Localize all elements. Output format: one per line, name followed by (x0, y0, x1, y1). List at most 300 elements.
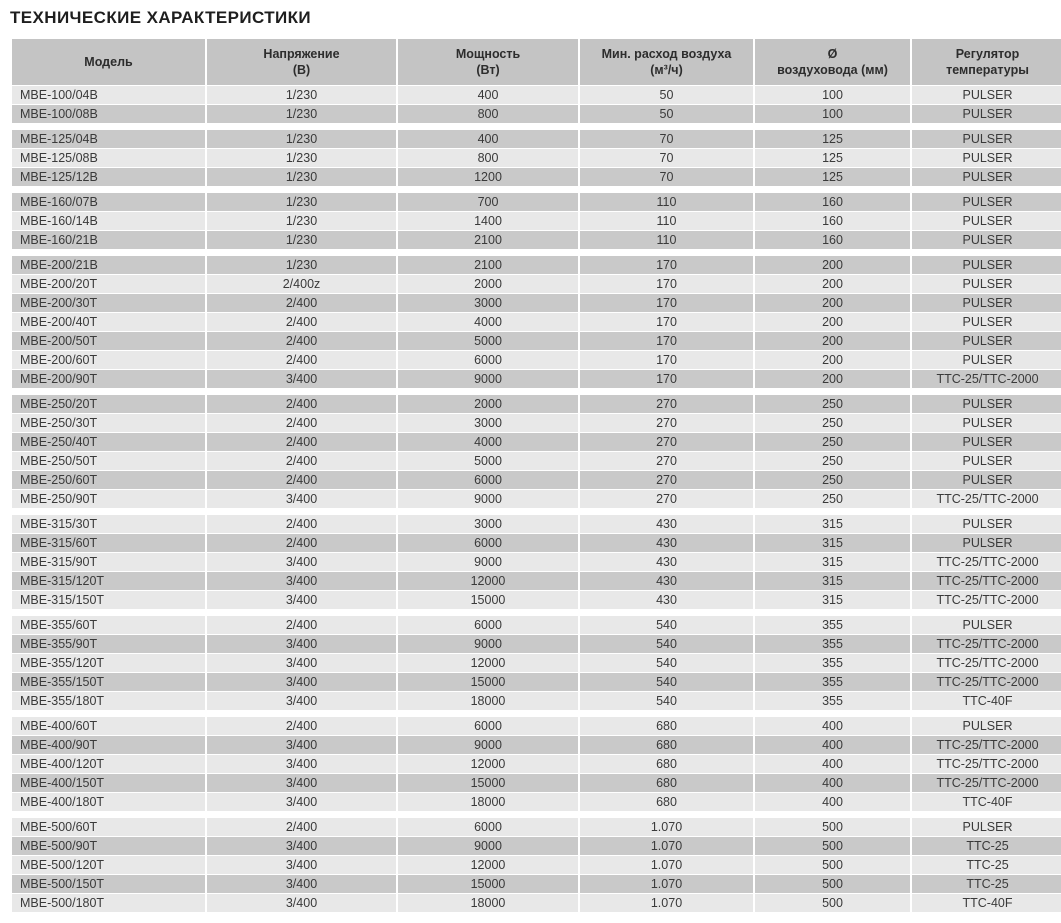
cell-voltage: 1/230 (207, 105, 396, 123)
cell-power: 9000 (398, 553, 578, 571)
cell-airflow: 50 (580, 86, 753, 104)
table-row (12, 692, 1061, 710)
cell-diameter: 125 (755, 130, 910, 148)
cell-airflow: 270 (580, 490, 753, 508)
cell-voltage: 3/400 (207, 894, 396, 912)
cell-regulator: PULSER (912, 231, 1061, 249)
cell-model: MBE-250/50T (12, 452, 205, 470)
column-header-regulator (912, 39, 1061, 85)
cell-model: MBE-355/60T (12, 616, 205, 634)
cell-regulator: TTC-25/TTC-2000 (912, 755, 1061, 773)
cell-diameter: 315 (755, 515, 910, 533)
cell-voltage: 1/230 (207, 193, 396, 211)
table-row (12, 332, 1061, 350)
table-row (12, 256, 1061, 274)
cell-regulator: PULSER (912, 471, 1061, 489)
table-row (12, 818, 1061, 836)
cell-airflow: 1.070 (580, 818, 753, 836)
column-header-label: Ø (827, 47, 838, 61)
cell-diameter: 125 (755, 168, 910, 186)
table-row (12, 452, 1061, 470)
cell-regulator: TTC-25/TTC-2000 (912, 591, 1061, 609)
cell-regulator: PULSER (912, 256, 1061, 274)
column-header-voltage (207, 39, 396, 85)
cell-regulator: TTC-40F (912, 692, 1061, 710)
cell-voltage: 2/400 (207, 433, 396, 451)
cell-regulator: TTC-25/TTC-2000 (912, 774, 1061, 792)
cell-diameter: 200 (755, 256, 910, 274)
cell-regulator: TTC-25/TTC-2000 (912, 635, 1061, 653)
cell-voltage: 2/400 (207, 471, 396, 489)
cell-airflow: 170 (580, 332, 753, 350)
cell-voltage: 2/400z (207, 275, 396, 293)
specs-table-header (12, 39, 1061, 85)
cell-power: 400 (398, 130, 578, 148)
cell-diameter: 500 (755, 856, 910, 874)
cell-regulator: PULSER (912, 130, 1061, 148)
cell-voltage: 2/400 (207, 332, 396, 350)
cell-voltage: 1/230 (207, 86, 396, 104)
column-header-diameter (755, 39, 910, 85)
cell-voltage: 3/400 (207, 774, 396, 792)
table-row (12, 370, 1061, 388)
cell-voltage: 1/230 (207, 212, 396, 230)
cell-model: MBE-400/180T (12, 793, 205, 811)
cell-model: MBE-315/60T (12, 534, 205, 552)
cell-power: 18000 (398, 793, 578, 811)
cell-model: MBE-125/12B (12, 168, 205, 186)
table-row (12, 471, 1061, 489)
column-header-label: Регулятор (955, 47, 1020, 61)
table-row (12, 894, 1061, 912)
cell-power: 9000 (398, 837, 578, 855)
cell-power: 6000 (398, 471, 578, 489)
cell-power: 700 (398, 193, 578, 211)
cell-power: 2100 (398, 256, 578, 274)
table-row (12, 351, 1061, 369)
cell-diameter: 355 (755, 635, 910, 653)
cell-regulator: PULSER (912, 193, 1061, 211)
cell-airflow: 270 (580, 433, 753, 451)
cell-diameter: 500 (755, 875, 910, 893)
cell-airflow: 540 (580, 635, 753, 653)
cell-power: 18000 (398, 894, 578, 912)
cell-diameter: 200 (755, 332, 910, 350)
cell-diameter: 250 (755, 414, 910, 432)
cell-power: 6000 (398, 616, 578, 634)
cell-power: 9000 (398, 370, 578, 388)
cell-model: MBE-355/150T (12, 673, 205, 691)
cell-voltage: 3/400 (207, 572, 396, 590)
cell-voltage: 2/400 (207, 414, 396, 432)
cell-airflow: 170 (580, 313, 753, 331)
cell-regulator: PULSER (912, 818, 1061, 836)
cell-diameter: 400 (755, 755, 910, 773)
cell-regulator: TTC-25/TTC-2000 (912, 370, 1061, 388)
cell-model: MBE-200/20T (12, 275, 205, 293)
cell-regulator: PULSER (912, 294, 1061, 312)
cell-diameter: 355 (755, 692, 910, 710)
cell-regulator: TTC-25/TTC-2000 (912, 736, 1061, 754)
cell-model: MBE-125/04B (12, 130, 205, 148)
cell-power: 3000 (398, 414, 578, 432)
specs-table (10, 38, 1061, 913)
cell-power: 15000 (398, 591, 578, 609)
cell-regulator: PULSER (912, 534, 1061, 552)
cell-airflow: 110 (580, 193, 753, 211)
cell-power: 6000 (398, 717, 578, 735)
cell-airflow: 270 (580, 395, 753, 413)
cell-regulator: PULSER (912, 395, 1061, 413)
table-row (12, 534, 1061, 552)
cell-voltage: 3/400 (207, 856, 396, 874)
table-row (12, 212, 1061, 230)
cell-voltage: 3/400 (207, 837, 396, 855)
cell-diameter: 100 (755, 105, 910, 123)
column-header-label: Мин. расход воздуха (601, 47, 732, 61)
column-header-label: Модель (84, 55, 133, 69)
cell-airflow: 1.070 (580, 894, 753, 912)
cell-model: MBE-400/90T (12, 736, 205, 754)
cell-diameter: 160 (755, 231, 910, 249)
cell-diameter: 400 (755, 774, 910, 792)
cell-power: 18000 (398, 692, 578, 710)
cell-power: 3000 (398, 294, 578, 312)
cell-voltage: 3/400 (207, 692, 396, 710)
cell-power: 800 (398, 149, 578, 167)
cell-voltage: 2/400 (207, 616, 396, 634)
table-row (12, 793, 1061, 811)
table-row (12, 755, 1061, 773)
cell-model: MBE-160/07B (12, 193, 205, 211)
cell-model: MBE-250/40T (12, 433, 205, 451)
table-row (12, 149, 1061, 167)
cell-model: MBE-250/20T (12, 395, 205, 413)
cell-regulator: TTC-25/TTC-2000 (912, 572, 1061, 590)
table-row (12, 654, 1061, 672)
cell-regulator: PULSER (912, 212, 1061, 230)
cell-voltage: 1/230 (207, 168, 396, 186)
cell-diameter: 315 (755, 534, 910, 552)
cell-voltage: 1/230 (207, 256, 396, 274)
table-row (12, 717, 1061, 735)
cell-model: MBE-400/60T (12, 717, 205, 735)
table-row (12, 130, 1061, 148)
table-row (12, 231, 1061, 249)
column-header-label: Мощность (455, 47, 521, 61)
cell-voltage: 2/400 (207, 717, 396, 735)
cell-voltage: 2/400 (207, 818, 396, 836)
column-header-power (398, 39, 578, 85)
cell-diameter: 500 (755, 894, 910, 912)
cell-regulator: PULSER (912, 433, 1061, 451)
header-row (12, 39, 1061, 85)
table-row (12, 616, 1061, 634)
cell-power: 15000 (398, 875, 578, 893)
group-gap (12, 610, 1061, 615)
table-row (12, 515, 1061, 533)
cell-model: MBE-200/60T (12, 351, 205, 369)
cell-model: MBE-160/14B (12, 212, 205, 230)
cell-power: 2000 (398, 395, 578, 413)
cell-voltage: 2/400 (207, 395, 396, 413)
cell-power: 15000 (398, 774, 578, 792)
table-row (12, 275, 1061, 293)
cell-model: MBE-400/150T (12, 774, 205, 792)
cell-voltage: 3/400 (207, 673, 396, 691)
cell-model: MBE-125/08B (12, 149, 205, 167)
cell-airflow: 50 (580, 105, 753, 123)
cell-regulator: TTC-25/TTC-2000 (912, 673, 1061, 691)
cell-power: 5000 (398, 452, 578, 470)
group-gap (12, 711, 1061, 716)
cell-power: 6000 (398, 818, 578, 836)
cell-voltage: 1/230 (207, 149, 396, 167)
cell-airflow: 540 (580, 654, 753, 672)
cell-model: MBE-100/08B (12, 105, 205, 123)
cell-model: MBE-500/150T (12, 875, 205, 893)
table-row (12, 856, 1061, 874)
cell-regulator: PULSER (912, 275, 1061, 293)
cell-diameter: 200 (755, 275, 910, 293)
cell-voltage: 3/400 (207, 370, 396, 388)
cell-power: 3000 (398, 515, 578, 533)
cell-model: MBE-400/120T (12, 755, 205, 773)
specs-table-body (12, 86, 1061, 912)
cell-airflow: 70 (580, 149, 753, 167)
cell-diameter: 200 (755, 351, 910, 369)
cell-diameter: 200 (755, 294, 910, 312)
table-row (12, 591, 1061, 609)
cell-voltage: 3/400 (207, 736, 396, 754)
cell-voltage: 2/400 (207, 515, 396, 533)
cell-regulator: TTC-25 (912, 856, 1061, 874)
cell-model: MBE-100/04B (12, 86, 205, 104)
cell-diameter: 250 (755, 452, 910, 470)
column-header-sublabel: (м³/ч) (650, 63, 683, 77)
cell-model: MBE-200/21B (12, 256, 205, 274)
table-row (12, 313, 1061, 331)
cell-airflow: 170 (580, 294, 753, 312)
cell-power: 12000 (398, 572, 578, 590)
cell-power: 2000 (398, 275, 578, 293)
cell-regulator: TTC-25 (912, 837, 1061, 855)
table-row (12, 86, 1061, 104)
cell-voltage: 2/400 (207, 534, 396, 552)
cell-regulator: TTC-25/TTC-2000 (912, 553, 1061, 571)
cell-voltage: 2/400 (207, 452, 396, 470)
column-header-model (12, 39, 205, 85)
cell-regulator: TTC-25/TTC-2000 (912, 654, 1061, 672)
cell-airflow: 270 (580, 414, 753, 432)
table-row (12, 168, 1061, 186)
cell-airflow: 540 (580, 616, 753, 634)
cell-regulator: PULSER (912, 149, 1061, 167)
cell-diameter: 355 (755, 654, 910, 672)
cell-regulator: PULSER (912, 105, 1061, 123)
cell-airflow: 680 (580, 717, 753, 735)
cell-voltage: 1/230 (207, 130, 396, 148)
cell-regulator: TTC-40F (912, 793, 1061, 811)
column-header-sublabel: воздуховода (мм) (777, 63, 888, 77)
cell-model: MBE-200/40T (12, 313, 205, 331)
table-row (12, 193, 1061, 211)
cell-regulator: PULSER (912, 313, 1061, 331)
cell-diameter: 100 (755, 86, 910, 104)
cell-regulator: PULSER (912, 414, 1061, 432)
table-row (12, 414, 1061, 432)
cell-voltage: 1/230 (207, 231, 396, 249)
cell-model: MBE-315/30T (12, 515, 205, 533)
cell-regulator: PULSER (912, 351, 1061, 369)
cell-airflow: 1.070 (580, 875, 753, 893)
cell-diameter: 500 (755, 818, 910, 836)
cell-airflow: 430 (580, 553, 753, 571)
cell-power: 400 (398, 86, 578, 104)
cell-model: MBE-200/30T (12, 294, 205, 312)
table-row (12, 105, 1061, 123)
cell-airflow: 170 (580, 351, 753, 369)
cell-power: 9000 (398, 736, 578, 754)
table-row (12, 433, 1061, 451)
cell-model: MBE-315/150T (12, 591, 205, 609)
cell-airflow: 680 (580, 736, 753, 754)
cell-airflow: 540 (580, 692, 753, 710)
cell-diameter: 160 (755, 193, 910, 211)
cell-model: MBE-250/30T (12, 414, 205, 432)
table-row (12, 572, 1061, 590)
cell-regulator: PULSER (912, 86, 1061, 104)
cell-model: MBE-500/90T (12, 837, 205, 855)
cell-airflow: 170 (580, 256, 753, 274)
cell-airflow: 270 (580, 471, 753, 489)
table-row (12, 553, 1061, 571)
cell-model: MBE-355/90T (12, 635, 205, 653)
cell-power: 9000 (398, 490, 578, 508)
cell-diameter: 355 (755, 673, 910, 691)
cell-regulator: PULSER (912, 168, 1061, 186)
cell-voltage: 2/400 (207, 294, 396, 312)
cell-model: MBE-315/120T (12, 572, 205, 590)
cell-airflow: 430 (580, 534, 753, 552)
cell-model: MBE-500/60T (12, 818, 205, 836)
cell-power: 1400 (398, 212, 578, 230)
table-row (12, 673, 1061, 691)
group-gap (12, 250, 1061, 255)
cell-airflow: 170 (580, 275, 753, 293)
table-row (12, 635, 1061, 653)
cell-airflow: 430 (580, 572, 753, 590)
cell-airflow: 110 (580, 212, 753, 230)
cell-regulator: PULSER (912, 616, 1061, 634)
cell-power: 9000 (398, 635, 578, 653)
cell-regulator: PULSER (912, 717, 1061, 735)
cell-diameter: 250 (755, 490, 910, 508)
cell-model: MBE-315/90T (12, 553, 205, 571)
cell-diameter: 200 (755, 370, 910, 388)
group-gap (12, 812, 1061, 817)
cell-airflow: 430 (580, 591, 753, 609)
cell-power: 12000 (398, 856, 578, 874)
table-row (12, 774, 1061, 792)
table-row (12, 294, 1061, 312)
cell-power: 12000 (398, 654, 578, 672)
cell-airflow: 110 (580, 231, 753, 249)
cell-power: 800 (398, 105, 578, 123)
cell-airflow: 170 (580, 370, 753, 388)
cell-airflow: 1.070 (580, 856, 753, 874)
cell-voltage: 3/400 (207, 591, 396, 609)
group-gap (12, 389, 1061, 394)
cell-airflow: 1.070 (580, 837, 753, 855)
table-row (12, 837, 1061, 855)
cell-power: 2100 (398, 231, 578, 249)
cell-voltage: 3/400 (207, 553, 396, 571)
cell-voltage: 3/400 (207, 654, 396, 672)
cell-model: MBE-200/50T (12, 332, 205, 350)
cell-voltage: 3/400 (207, 755, 396, 773)
cell-diameter: 355 (755, 616, 910, 634)
cell-diameter: 160 (755, 212, 910, 230)
cell-diameter: 400 (755, 793, 910, 811)
cell-diameter: 250 (755, 395, 910, 413)
cell-diameter: 250 (755, 471, 910, 489)
cell-voltage: 2/400 (207, 351, 396, 369)
group-gap (12, 509, 1061, 514)
column-header-sublabel: (Вт) (476, 63, 500, 77)
cell-regulator: PULSER (912, 332, 1061, 350)
column-header-sublabel: (В) (292, 63, 311, 77)
cell-diameter: 315 (755, 572, 910, 590)
column-header-label: Напряжение (263, 47, 340, 61)
cell-diameter: 500 (755, 837, 910, 855)
cell-voltage: 3/400 (207, 635, 396, 653)
cell-model: MBE-355/180T (12, 692, 205, 710)
cell-voltage: 2/400 (207, 313, 396, 331)
cell-airflow: 70 (580, 168, 753, 186)
cell-diameter: 315 (755, 553, 910, 571)
cell-diameter: 400 (755, 717, 910, 735)
cell-diameter: 200 (755, 313, 910, 331)
group-gap (12, 187, 1061, 192)
cell-power: 6000 (398, 351, 578, 369)
cell-diameter: 315 (755, 591, 910, 609)
cell-airflow: 680 (580, 755, 753, 773)
table-row (12, 875, 1061, 893)
page-title: ТЕХНИЧЕСКИЕ ХАРАКТЕРИСТИКИ (10, 8, 312, 27)
cell-airflow: 680 (580, 793, 753, 811)
cell-model: MBE-160/21B (12, 231, 205, 249)
cell-voltage: 3/400 (207, 793, 396, 811)
cell-power: 12000 (398, 755, 578, 773)
cell-model: MBE-200/90T (12, 370, 205, 388)
cell-voltage: 3/400 (207, 875, 396, 893)
cell-power: 4000 (398, 433, 578, 451)
cell-regulator: TTC-25 (912, 875, 1061, 893)
cell-model: MBE-500/180T (12, 894, 205, 912)
cell-voltage: 3/400 (207, 490, 396, 508)
cell-diameter: 250 (755, 433, 910, 451)
table-row (12, 490, 1061, 508)
cell-power: 15000 (398, 673, 578, 691)
cell-regulator: PULSER (912, 452, 1061, 470)
cell-airflow: 540 (580, 673, 753, 691)
cell-regulator: TTC-40F (912, 894, 1061, 912)
cell-airflow: 430 (580, 515, 753, 533)
cell-model: MBE-250/60T (12, 471, 205, 489)
group-gap (12, 124, 1061, 129)
cell-diameter: 125 (755, 149, 910, 167)
